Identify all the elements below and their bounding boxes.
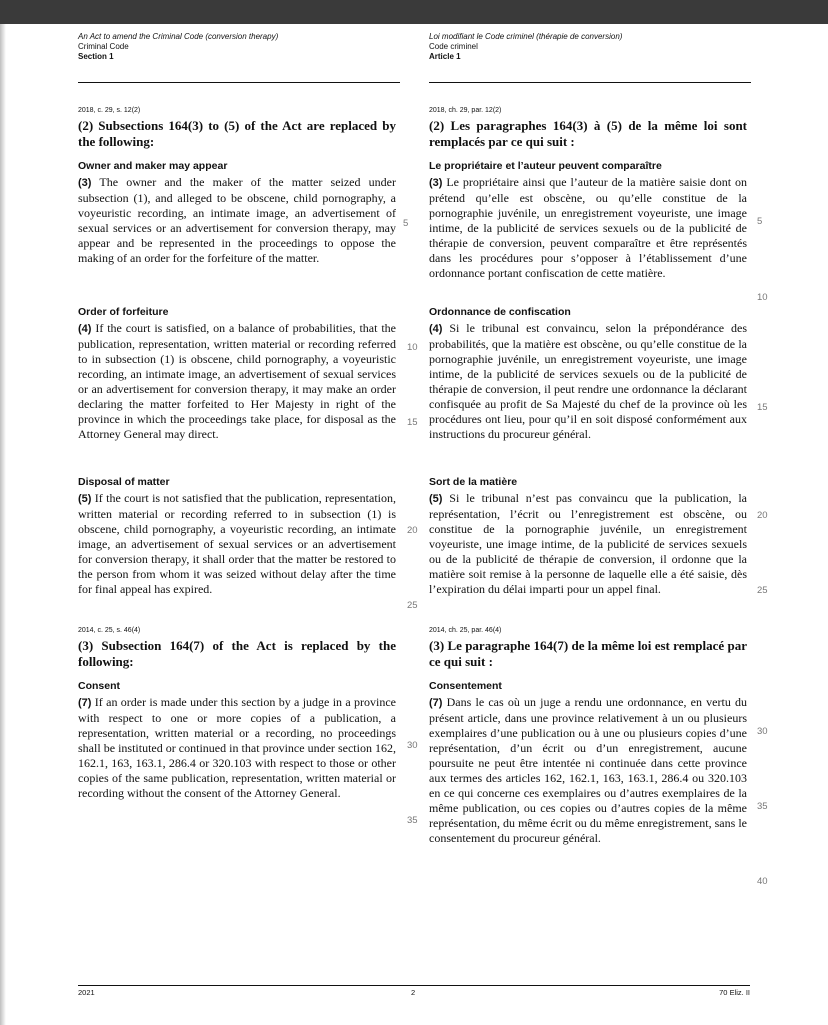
subsection-5 [78, 491, 396, 626]
line-number: 10 [757, 292, 768, 303]
line-number: 30 [757, 726, 768, 737]
line-number: 5 [757, 216, 763, 227]
header-en-title: An Act to amend the Criminal Code (conversion therapy) [78, 32, 279, 41]
line-number: 40 [757, 876, 768, 887]
marginal-heading: Disposal of matter [78, 476, 170, 488]
marginal-citation: 2014, ch. 25, par. 46(4) [429, 627, 502, 634]
subsection-number: (4) [429, 323, 443, 335]
subsection-number: (5) [429, 493, 443, 505]
header-fr-title: Loi modifiant le Code criminel (thérapie de conversion) [429, 32, 623, 41]
line-number: 15 [407, 417, 418, 428]
marginal-citation: 2014, c. 25, s. 46(4) [78, 627, 141, 634]
marginal-heading: Consentement [429, 680, 502, 692]
footer-rule [78, 985, 750, 986]
marginal-heading: Consent [78, 680, 120, 692]
subsection-4 [78, 321, 396, 476]
footer-regnal-year: 70 Eliz. II [719, 988, 750, 997]
subsection-text: Le propriétaire ainsi que l’auteur de la matière saisie dont on prétend qu’elle est obscène, ou qu’elle constitue de la pornographie juvénile, un enregistrement voyeuriste, une image intime, de la publicité de services sexuels ou de la publicité de thérapie de conversion, peuvent comparaître et être représentés dans les procédures pour s’opposer à l’établissement d’une ordonnance portant confiscation de cette matière. [429, 175, 748, 280]
header-en-section: Section 1 [78, 52, 114, 61]
header-rule-fr [429, 82, 751, 83]
line-number: 25 [407, 600, 418, 611]
marginal-heading: Owner and maker may appear [78, 160, 228, 172]
running-header-en [78, 32, 278, 62]
marginal-heading: Sort de la matière [429, 476, 518, 488]
marginal-heading: Ordonnance de confiscation [429, 306, 571, 318]
subsection-text: Si le tribunal est convaincu, selon la prépondérance des probabilités, que la matière est obscène, ou qu’elle constitue de la pornographie juvénile, un enregistrement voyeuriste, une image intime, de la publicité de services sexuels ou de la publicité de thérapie de conversion, il peut rendre une ordonnance la déclarant confisquée au profit de Sa Majesté du chef de la province où les procédures ont lieu, pour qu’il en soit disposé conformément aux instructions du procureur général. [429, 321, 747, 441]
subsection-7 [78, 695, 396, 801]
line-number: 35 [407, 815, 418, 826]
subsection-3 [78, 175, 396, 306]
page-shadow [0, 24, 6, 1025]
subsection-text: If an order is made under this section by a judge in a province with respect to one or more copies of a publication, a representation, written material or a recording, no proceedings shall be instituted or continued in that province under section 162, 162.1, 163, 163.1, 286.4 or 320.103 with respect to those or other copies of the same publication, representation, written material or recording without the consent of the Attorney General. [78, 695, 397, 800]
english-column [78, 106, 396, 801]
amending-instruction: (3) Le paragraphe 164(7) de la même loi est remplacé par ce qui suit : [429, 638, 747, 669]
amending-instruction: (3) Subsection 164(7) of the Act is replaced by the following: [78, 638, 396, 669]
line-number: 5 [403, 218, 409, 229]
subsection-text: Dans le cas où un juge a rendu une ordonnance, en vertu du présent article, dans une province relativement à un ou plusieurs exemplaires d’une publication ou à une ou plusieurs copies d’une représentation, d’un écrit ou d’un enregistrement, aucune poursuite ne peut être intentée ni continuée dans cette province aux termes des articles 162, 162.1, 163, 163.1, 286.4 ou 320.103 en ce qui concerne ces exemplaires ou d’autres exemplaires de la même publication, ou ces copies ou d’autres copies de la même représentation, du même écrit ou du même enregistrement, sans le consentement du procureur général. [429, 695, 747, 845]
french-column [429, 106, 747, 846]
subsection-text: Si le tribunal n’est pas convaincu que la publication, la représentation, l’écrit ou l’enregistrement est obscène, ou constitue de la pornographie juvénile, un enregistrement voyeuriste, une image intime, de la publicité de services sexuels ou de la publicité de thérapie de conversion, il ordonne que la matière soit remise à la personne de laquelle elle a été saisie, dès l’expiration du délai imparti pour un appel final. [429, 491, 747, 596]
line-number: 15 [757, 402, 768, 413]
running-header-fr [429, 32, 622, 62]
subsection-4 [429, 321, 747, 476]
marginal-heading: Le propriétaire et l’auteur peuvent comparaître [429, 160, 662, 172]
subsection-text: If the court is satisfied, on a balance of probabilities, that the publication, representation, written material or recording referred to in subsection (1) is obscene, child pornography, a voyeuristic recording, an intimate image, an advertisement of sexual services or an advertisement for conversion therapy, it may make an order declaring the matter forfeited to Her Majesty in right of the province in which the proceedings take place, for disposal as the Attorney General may direct. [78, 321, 397, 441]
marginal-citation: 2018, ch. 29, par. 12(2) [429, 107, 502, 114]
amending-instruction: (2) Les paragraphes 164(3) à (5) de la même loi sont remplacés par ce qui suit : [429, 118, 747, 149]
page-number: 2 [411, 988, 416, 997]
subsection-number: (7) [78, 697, 92, 709]
marginal-heading: Order of forfeiture [78, 306, 169, 318]
line-number: 20 [407, 525, 418, 536]
subsection-text: The owner and the maker of the matter seized under subsection (1), and alleged to be obscene, child pornography, a voyeuristic recording, an intimate image, an advertisement of sexual services or an advertisement for conversion therapy, may appear and be represented in the proceedings to oppose the making of an order for the forfeiture of the matter. [78, 175, 396, 265]
line-number: 35 [757, 801, 768, 812]
subsection-5 [429, 491, 747, 626]
header-fr-section: Article 1 [429, 52, 461, 61]
subsection-number: (7) [429, 697, 443, 709]
subsection-3 [429, 175, 747, 306]
line-number: 20 [757, 510, 768, 521]
subsection-text: If the court is not satisfied that the publication, representation, written material or recording referred to in subsection (1) is obscene, child pornography, a voyeuristic recording, an intimate image, an advertisement of sexual services or an advertisement for conversion therapy, it shall order that the matter be restored to the person from whom it was seized without delay after the time for final appeal has expired. [78, 491, 397, 596]
footer-year: 2021 [78, 988, 95, 997]
amending-instruction: (2) Subsections 164(3) to (5) of the Act are replaced by the following: [78, 118, 396, 149]
marginal-citation: 2018, c. 29, s. 12(2) [78, 107, 141, 114]
line-number: 25 [757, 585, 768, 596]
subsection-number: (3) [78, 177, 92, 189]
subsection-number: (5) [78, 493, 92, 505]
header-rule-en [78, 82, 400, 83]
line-number: 10 [407, 342, 418, 353]
header-fr-code: Code criminel [429, 42, 478, 51]
subsection-number: (4) [78, 323, 92, 335]
subsection-7 [429, 695, 747, 846]
header-en-code: Criminal Code [78, 42, 129, 51]
subsection-number: (3) [429, 177, 443, 189]
line-number: 30 [407, 740, 418, 751]
